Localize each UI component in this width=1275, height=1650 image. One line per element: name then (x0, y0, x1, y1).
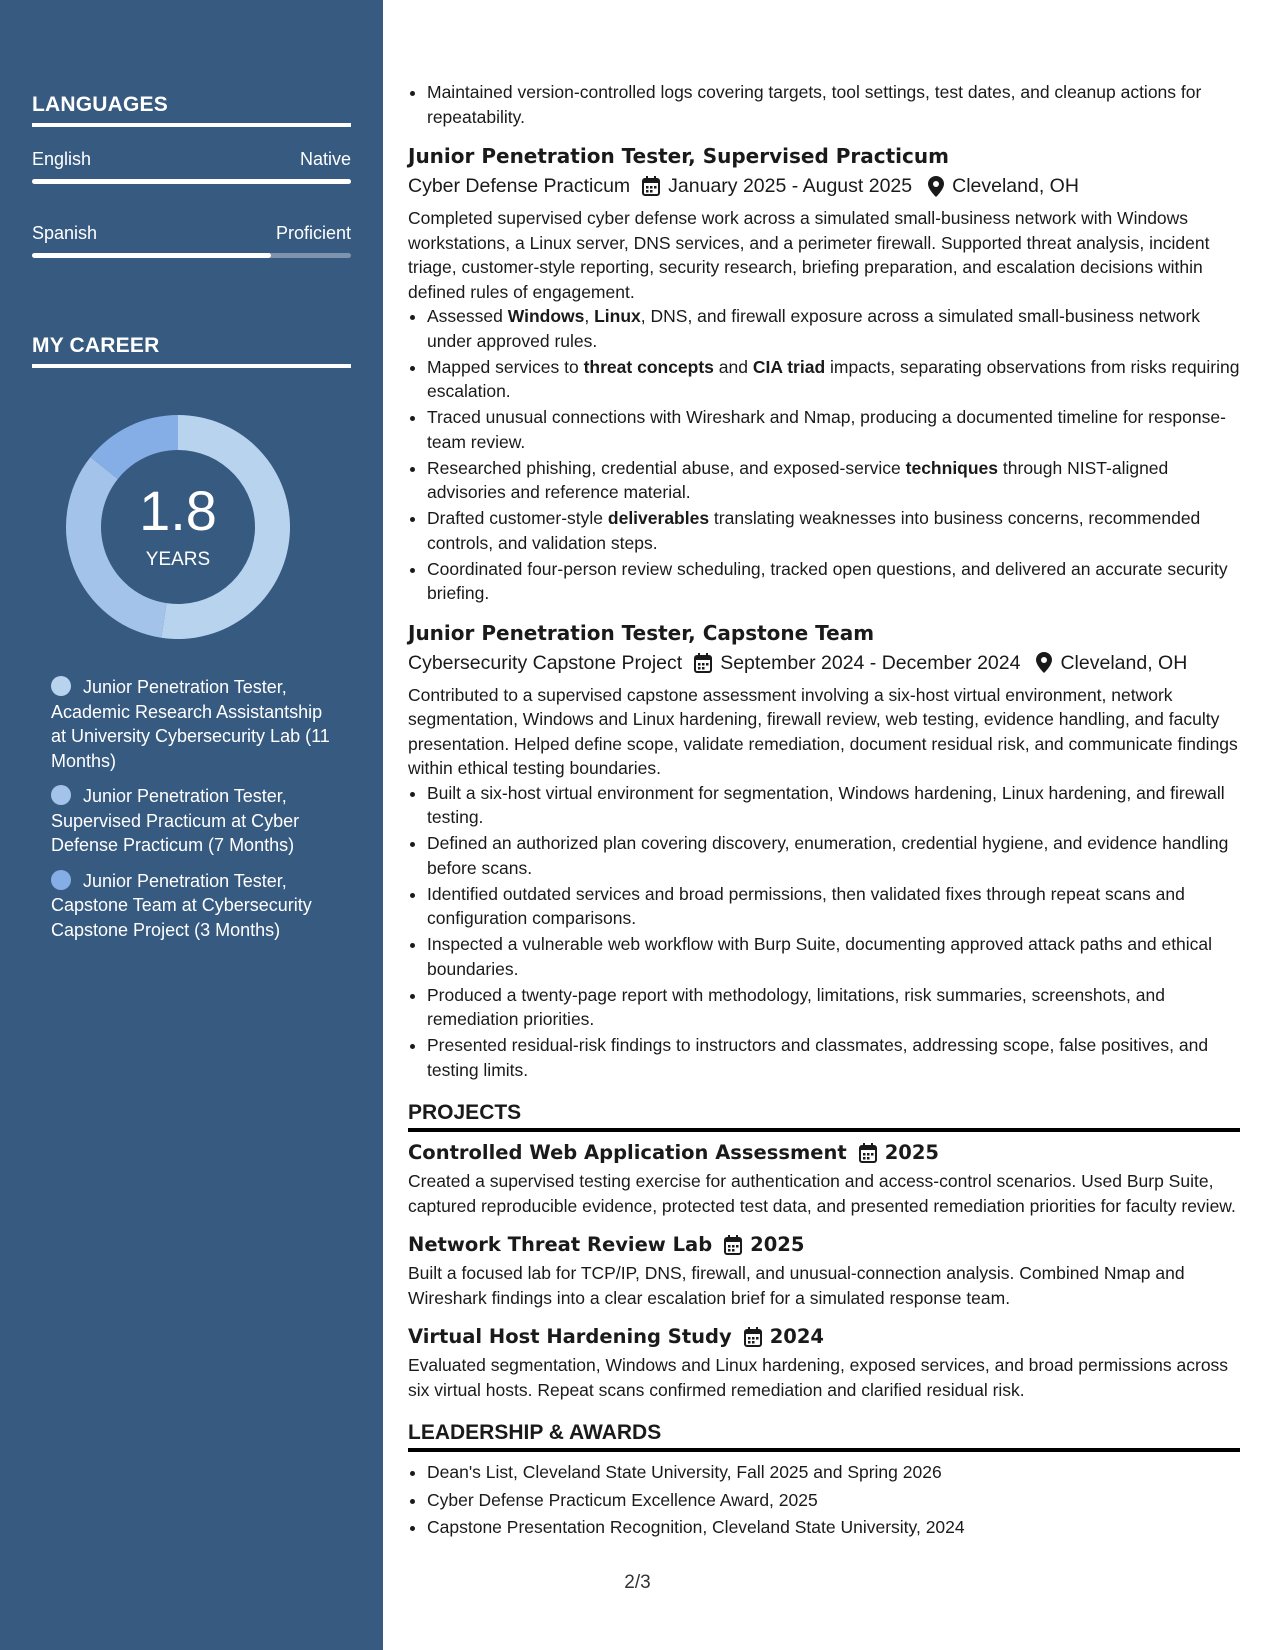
job-title: Junior Penetration Tester, Capstone Team (408, 620, 875, 645)
awards-section (408, 1420, 1240, 1540)
project-title: Controlled Web Application Assessment (408, 1141, 847, 1164)
bullet-item: • Inspected a vulnerable web workflow with Burp Suite, documenting approved attack paths and ethical boundaries. (427, 932, 1240, 981)
career-legend-item (51, 675, 331, 773)
bullet-item: • Coordinated four-person review scheduling, tracked open questions, and delivered an accurate security briefing. (427, 557, 1240, 606)
legend-dot (51, 870, 71, 890)
project-title: Network Threat Review Lab (408, 1233, 713, 1256)
languages-heading: LANGUAGES (32, 93, 351, 127)
projects-heading: PROJECTS (408, 1100, 1240, 1132)
career-donut-chart (64, 413, 292, 641)
bullet-item: • Defined an authorized plan covering discovery, enumeration, credential hygiene, and evidence handling before scans. (427, 831, 1240, 880)
awards-heading: LEADERSHIP & AWARDS (408, 1420, 1240, 1452)
legend-dot (51, 785, 71, 805)
job-title: Junior Penetration Tester, Supervised Practicum (408, 144, 949, 168)
job-dates: September 2024 - December 2024 (720, 651, 1021, 674)
career-years-unit: YEARS (145, 549, 211, 570)
bullet-item: • Identified outdated services and broad permissions, then validated fixes through repeat scans and configuration comparisons. (427, 882, 1240, 931)
carryover-bullets (408, 80, 1240, 129)
sidebar (0, 0, 383, 1650)
job-meta (408, 173, 1240, 199)
bullet-item: • Researched phishing, credential abuse, and exposed-service techniques through NIST-aligned advisories and reference material. (427, 456, 1240, 505)
job-bullets (408, 304, 1240, 606)
project-entry (408, 1140, 1240, 1218)
project-title: Virtual Host Hardening Study (408, 1325, 732, 1348)
bullet-item: • Assessed Windows, Linux, DNS, and firewall exposure across a simulated small-business network under approved rules. (427, 304, 1240, 353)
language-proficiency-bar (32, 179, 351, 184)
language-proficiency-fill (32, 253, 271, 258)
awards-list (408, 1460, 1240, 1540)
career-legend-item (51, 784, 331, 858)
job-summary: Completed supervised cyber defense work across a simulated small-business network with Windows workstations, a Linux server, DNS services, and a perimeter firewall. Supported threat analysis, incident triage, customer-style reporting, security research, briefing preparation, and escalation decisions within defined rules of engagement. (408, 208, 1210, 302)
job-entry (408, 143, 1240, 606)
language-proficiency-bar (32, 253, 351, 258)
career-years-value: 1.8 (139, 479, 217, 542)
career-heading: MY CAREER (32, 334, 351, 368)
calendar-icon (694, 653, 712, 673)
location-pin-icon (1036, 652, 1052, 673)
bullet-item: • Built a six-host virtual environment for segmentation, Windows hardening, Linux hardening, and firewall testing. (427, 781, 1240, 830)
projects-section (408, 1100, 1240, 1402)
bullet-item: • Traced unusual connections with Wireshark and Nmap, producing a documented timeline for response-team review. (427, 405, 1240, 454)
bullet-item: • Drafted customer-style deliverables translating weaknesses into business concerns, recommended controls, and validation steps. (427, 506, 1240, 555)
calendar-icon (744, 1327, 762, 1347)
project-year: 2025 (884, 1141, 939, 1164)
project-entry (408, 1232, 1240, 1310)
job-summary: Contributed to a supervised capstone assessment involving a six-host virtual environment, network segmentation, Windows and Linux hardening, firewall review, web testing, evidence handling, and faculty presentation. Helped define scope, validate remediation, document residual risk, and communicate findings within ethical testing boundaries. (408, 684, 1238, 778)
bullet-item: • Mapped services to threat concepts and CIA triad impacts, separating observations from risks requiring escalation. (427, 355, 1240, 404)
page-number: 2/3 (624, 1572, 651, 1593)
calendar-icon (724, 1235, 742, 1255)
award-item: • Capstone Presentation Recognition, Cleveland State University, 2024 (427, 1515, 1240, 1540)
award-item: • Dean's List, Cleveland State University, Fall 2025 and Spring 2026 (427, 1460, 1240, 1485)
project-entry (408, 1324, 1240, 1402)
language-level: Native (299, 149, 351, 169)
job-location: Cleveland, OH (952, 175, 1079, 197)
language-proficiency-fill (32, 179, 351, 184)
calendar-icon (859, 1143, 877, 1163)
language-english (32, 149, 351, 184)
job-meta (408, 650, 1240, 676)
location-pin-icon (928, 176, 944, 197)
project-desc: Evaluated segmentation, Windows and Linux hardening, exposed services, and broad permissions across six virtual hosts. Repeat scans confirmed remediation and clarified residual risk. (408, 1355, 1229, 1400)
legend-dot (51, 676, 71, 696)
bullet-item: • Presented residual-risk findings to instructors and classmates, addressing scope, false positives, and testing limits. (427, 1033, 1240, 1082)
job-dates: January 2025 - August 2025 (668, 175, 913, 197)
calendar-icon (642, 176, 660, 196)
job-entry (408, 620, 1240, 1083)
project-year: 2025 (750, 1233, 805, 1256)
career-legend-text: Junior Penetration Tester, Capstone Team at Cybersecurity Capstone Project (3 Months) (51, 870, 312, 940)
language-name: English (32, 149, 92, 169)
language-spanish (32, 223, 351, 258)
language-name: Spanish (32, 223, 98, 243)
project-desc: Created a supervised testing exercise for authentication and access-control scenarios. Used Burp Suite, captured reproducible evidence, protected test data, and presented remediation priorities for faculty review. (408, 1171, 1236, 1216)
project-desc: Built a focused lab for TCP/IP, DNS, firewall, and unusual-connection analysis. Combined Nmap and Wireshark findings into a clear escalation brief for a simulated response team. (408, 1263, 1185, 1308)
job-company: Cyber Defense Practicum (408, 175, 631, 197)
career-legend (51, 675, 331, 953)
career-legend-item (51, 869, 331, 943)
career-section (32, 334, 351, 368)
bullet-item: • Maintained version-controlled logs covering targets, tool settings, test dates, and cleanup actions for repeatability. (427, 80, 1240, 129)
career-legend-text: Junior Penetration Tester, Supervised Practicum at Cyber Defense Practicum (7 Months) (51, 786, 300, 855)
job-bullets (408, 781, 1240, 1083)
language-level: Proficient (275, 223, 351, 243)
main-content (408, 80, 1240, 1541)
project-year: 2024 (769, 1325, 824, 1348)
bullet-item: • Produced a twenty-page report with methodology, limitations, risk summaries, screenshots, and remediation priorities. (427, 983, 1240, 1032)
award-item: • Cyber Defense Practicum Excellence Award, 2025 (427, 1488, 1240, 1513)
career-legend-text: Junior Penetration Tester, Academic Research Assistantship at University Cybersecurity Lab (11 Months) (51, 677, 330, 771)
job-company: Cybersecurity Capstone Project (408, 651, 683, 674)
job-location: Cleveland, OH (1060, 651, 1188, 674)
languages-section (32, 93, 351, 258)
